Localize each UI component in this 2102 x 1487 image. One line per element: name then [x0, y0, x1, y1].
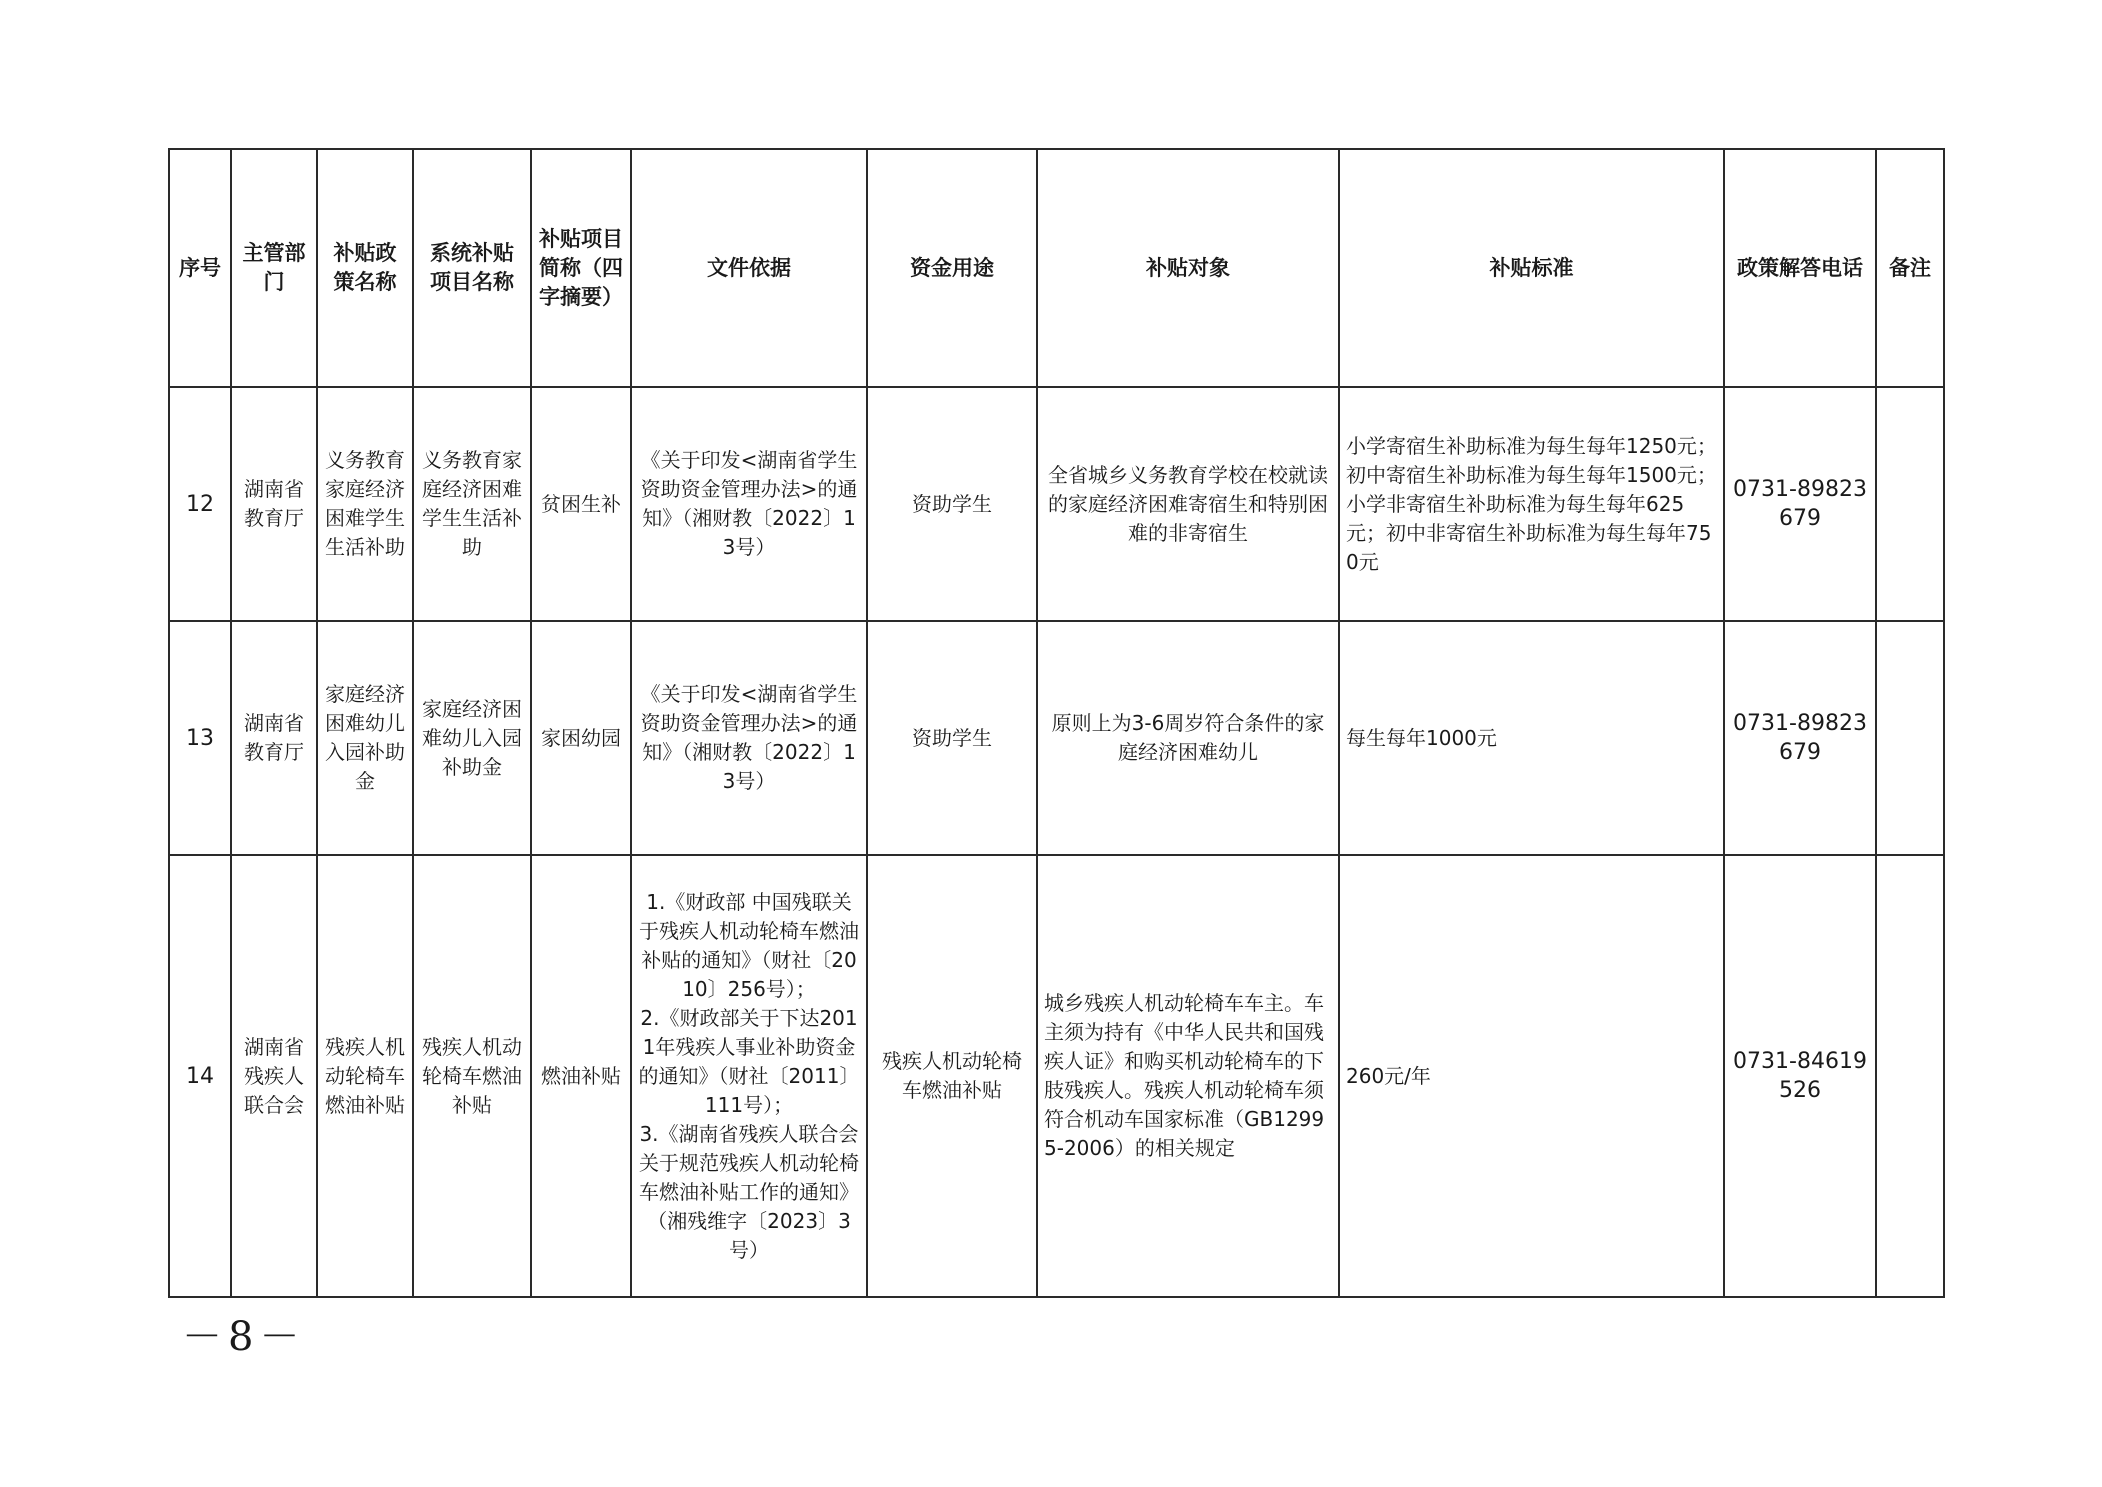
- cell-usage: 资助学生: [867, 387, 1037, 621]
- page-number: －8－: [182, 1314, 306, 1360]
- cell-standard: 小学寄宿生补助标准为每生每年1250元；初中寄宿生补助标准为每生每年1500元；小学非寄宿生补助标准为每生每年625元；初中非寄宿生补助标准为每生每年750元: [1339, 387, 1724, 621]
- table-row: [169, 387, 1944, 621]
- cell-short: 贫困生补: [531, 387, 631, 621]
- header-no: 序号: [169, 149, 231, 387]
- cell-target: 全省城乡义务教育学校在校就读的家庭经济困难寄宿生和特别困难的非寄宿生: [1037, 387, 1339, 621]
- cell-no: 14: [169, 855, 231, 1297]
- header-basis: 文件依据: [631, 149, 867, 387]
- cell-dept: 湖南省残疾人联合会: [231, 855, 317, 1297]
- cell-policy: 义务教育家庭经济困难学生生活补助: [317, 387, 413, 621]
- cell-dept: 湖南省教育厅: [231, 387, 317, 621]
- cell-target: 原则上为3-6周岁符合条件的家庭经济困难幼儿: [1037, 621, 1339, 855]
- cell-policy: 家庭经济困难幼儿入园补助金: [317, 621, 413, 855]
- cell-no: 13: [169, 621, 231, 855]
- cell-policy: 残疾人机动轮椅车燃油补贴: [317, 855, 413, 1297]
- header-standard: 补贴标准: [1339, 149, 1724, 387]
- cell-basis: 1.《财政部 中国残联关于残疾人机动轮椅车燃油补贴的通知》（财社〔2010〕256号）； 2.《财政部关于下达2011年残疾人事业补助资金的通知》（财社〔2011〕111号）； 3.《湖南省残疾人联合会关于规范残疾人机动轮椅车燃油补贴工作的通知》（湘残维字〔2023〕3号）: [631, 855, 867, 1297]
- cell-item: 残疾人机动轮椅车燃油补贴: [413, 855, 531, 1297]
- header-phone: 政策解答电话: [1724, 149, 1876, 387]
- header-remark: 备注: [1876, 149, 1944, 387]
- cell-usage: 残疾人机动轮椅车燃油补贴: [867, 855, 1037, 1297]
- header-policy: 补贴政策名称: [317, 149, 413, 387]
- cell-item: 家庭经济困难幼儿入园补助金: [413, 621, 531, 855]
- cell-basis: 《关于印发<湖南省学生资助资金管理办法>的通知》（湘财教〔2022〕13号）: [631, 387, 867, 621]
- cell-basis: 《关于印发<湖南省学生资助资金管理办法>的通知》（湘财教〔2022〕13号）: [631, 621, 867, 855]
- table-row: [169, 855, 1944, 1297]
- cell-phone: 0731-84619526: [1724, 855, 1876, 1297]
- header-target: 补贴对象: [1037, 149, 1339, 387]
- header-item: 系统补贴项目名称: [413, 149, 531, 387]
- cell-usage: 资助学生: [867, 621, 1037, 855]
- table-row: [169, 621, 1944, 855]
- cell-phone: 0731-89823679: [1724, 387, 1876, 621]
- cell-short: 家困幼园: [531, 621, 631, 855]
- cell-standard: 260元/年: [1339, 855, 1724, 1297]
- cell-no: 12: [169, 387, 231, 621]
- cell-target: 城乡残疾人机动轮椅车车主。车主须为持有《中华人民共和国残疾人证》和购买机动轮椅车的下肢残疾人。残疾人机动轮椅车须符合机动车国家标准（GB12995-2006）的相关规定: [1037, 855, 1339, 1297]
- cell-phone: 0731-89823679: [1724, 621, 1876, 855]
- header-dept: 主管部门: [231, 149, 317, 387]
- header-usage: 资金用途: [867, 149, 1037, 387]
- table-header-row: [169, 149, 1944, 387]
- header-short: 补贴项目简称（四字摘要）: [531, 149, 631, 387]
- cell-dept: 湖南省教育厅: [231, 621, 317, 855]
- cell-remark: [1876, 855, 1944, 1297]
- cell-short: 燃油补贴: [531, 855, 631, 1297]
- cell-remark: [1876, 387, 1944, 621]
- subsidy-table: [168, 148, 1945, 1298]
- cell-remark: [1876, 621, 1944, 855]
- cell-standard: 每生每年1000元: [1339, 621, 1724, 855]
- cell-item: 义务教育家庭经济困难学生生活补助: [413, 387, 531, 621]
